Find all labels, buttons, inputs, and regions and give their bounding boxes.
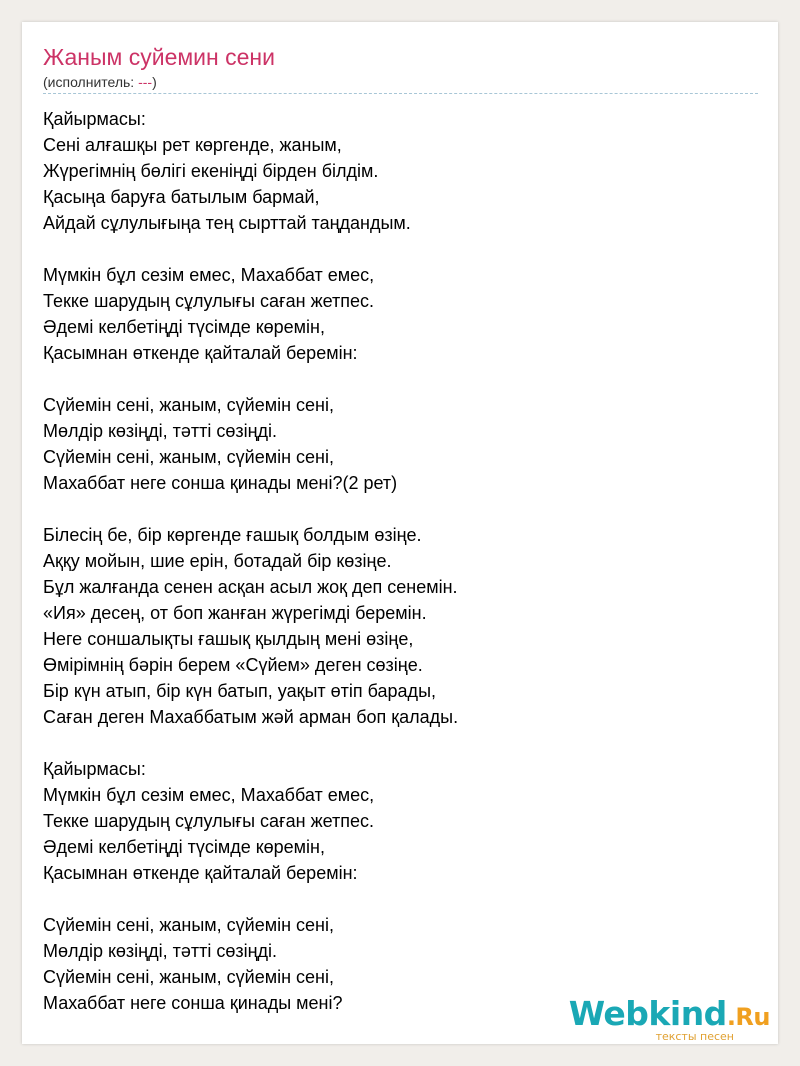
lyrics-blank-line	[43, 730, 763, 756]
logo-tagline: тексты песен	[655, 1030, 734, 1043]
lyrics-line: Саған деген Махаббатым жәй арман боп қалады.	[43, 707, 459, 727]
artist-line	[43, 73, 157, 91]
webkind-logo[interactable]	[569, 996, 770, 1042]
lyrics-line: Қайырмасы:	[43, 109, 146, 129]
lyrics-line: Аққу мойын, шие ерін, ботадай бір көзіңе.	[43, 551, 392, 571]
lyrics-line: Махаббат неге сонша қинады мені?	[43, 993, 343, 1013]
lyrics-line: Сүйемін сені, жаным, сүйемін сені,	[43, 447, 334, 467]
lyrics-blank-line	[43, 496, 763, 522]
artist-link[interactable]: ---	[138, 74, 153, 90]
lyrics-line: Қасымнан өткенде қайталай беремін:	[43, 863, 358, 883]
lyrics-line: Білесің бе, бір көргенде ғашық болдым өзіңе.	[43, 525, 422, 545]
lyrics-line: Неге соншалықты ғашық қылдың мені өзіңе,	[43, 629, 414, 649]
lyrics-blank-line	[43, 366, 763, 392]
lyrics-blank-line	[43, 886, 763, 912]
lyrics-line: Текке шарудың сұлулығы саған жетпес.	[43, 811, 375, 831]
lyrics-blank-line	[43, 236, 763, 262]
lyrics-line: Мөлдір көзіңді, тәтті сөзіңді.	[43, 941, 278, 961]
logo-main-text: Webkind	[568, 994, 727, 1033]
lyrics-sheet	[22, 22, 778, 1044]
lyrics-line: Әдемі келбетіңді түсімде көремін,	[43, 317, 325, 337]
artist-prefix: (исполнитель:	[43, 74, 139, 90]
lyrics-line: Жүрегімнің бөлігі екеніңді бірден білдім.	[43, 161, 379, 181]
lyrics-line: Мүмкін бұл сезім емес, Махаббат емес,	[43, 265, 375, 285]
lyrics-line: Сүйемін сені, жаным, сүйемін сені,	[43, 967, 334, 987]
lyrics-line: Мүмкін бұл сезім емес, Махаббат емес,	[43, 785, 375, 805]
logo-domain-text: .Ru	[726, 1003, 770, 1031]
lyrics-line: Қайырмасы:	[43, 759, 146, 779]
lyrics-line: Бір күн атып, бір күн батып, уақыт өтіп барады,	[43, 681, 437, 701]
lyrics-line: Мөлдір көзіңді, тәтті сөзіңді.	[43, 421, 278, 441]
artist-suffix: )	[152, 74, 157, 90]
lyrics-line: Сүйемін сені, жаным, сүйемін сені,	[43, 915, 334, 935]
lyrics-line: Әдемі келбетіңді түсімде көремін,	[43, 837, 325, 857]
lyrics-line: Қасымнан өткенде қайталай беремін:	[43, 343, 358, 363]
lyrics-line: Сүйемін сені, жаным, сүйемін сені,	[43, 395, 334, 415]
lyrics-line: Айдай сұлулығыңа тең сырттай таңдандым.	[43, 213, 411, 233]
lyrics-line: Бұл жалғанда сенен асқан асыл жоқ деп сенемін.	[43, 577, 458, 597]
lyrics-line: Махаббат неге сонша қинады мені?(2 рет)	[43, 473, 398, 493]
lyrics-line: «Ия» десең, от боп жанған жүрегімді беремін.	[43, 603, 427, 623]
lyrics-line: Қасыңа баруға батылым бармай,	[43, 187, 320, 207]
lyrics-text	[43, 106, 763, 1016]
lyrics-line: Текке шарудың сұлулығы саған жетпес.	[43, 291, 375, 311]
title-divider	[43, 93, 758, 94]
song-title: Жаным суйемин сени	[43, 44, 275, 70]
lyrics-line: Сені алғашқы рет көргенде, жаным,	[43, 135, 342, 155]
lyrics-line: Өмірімнің бәрін берем «Сүйем» деген сөзіңе.	[43, 655, 423, 675]
